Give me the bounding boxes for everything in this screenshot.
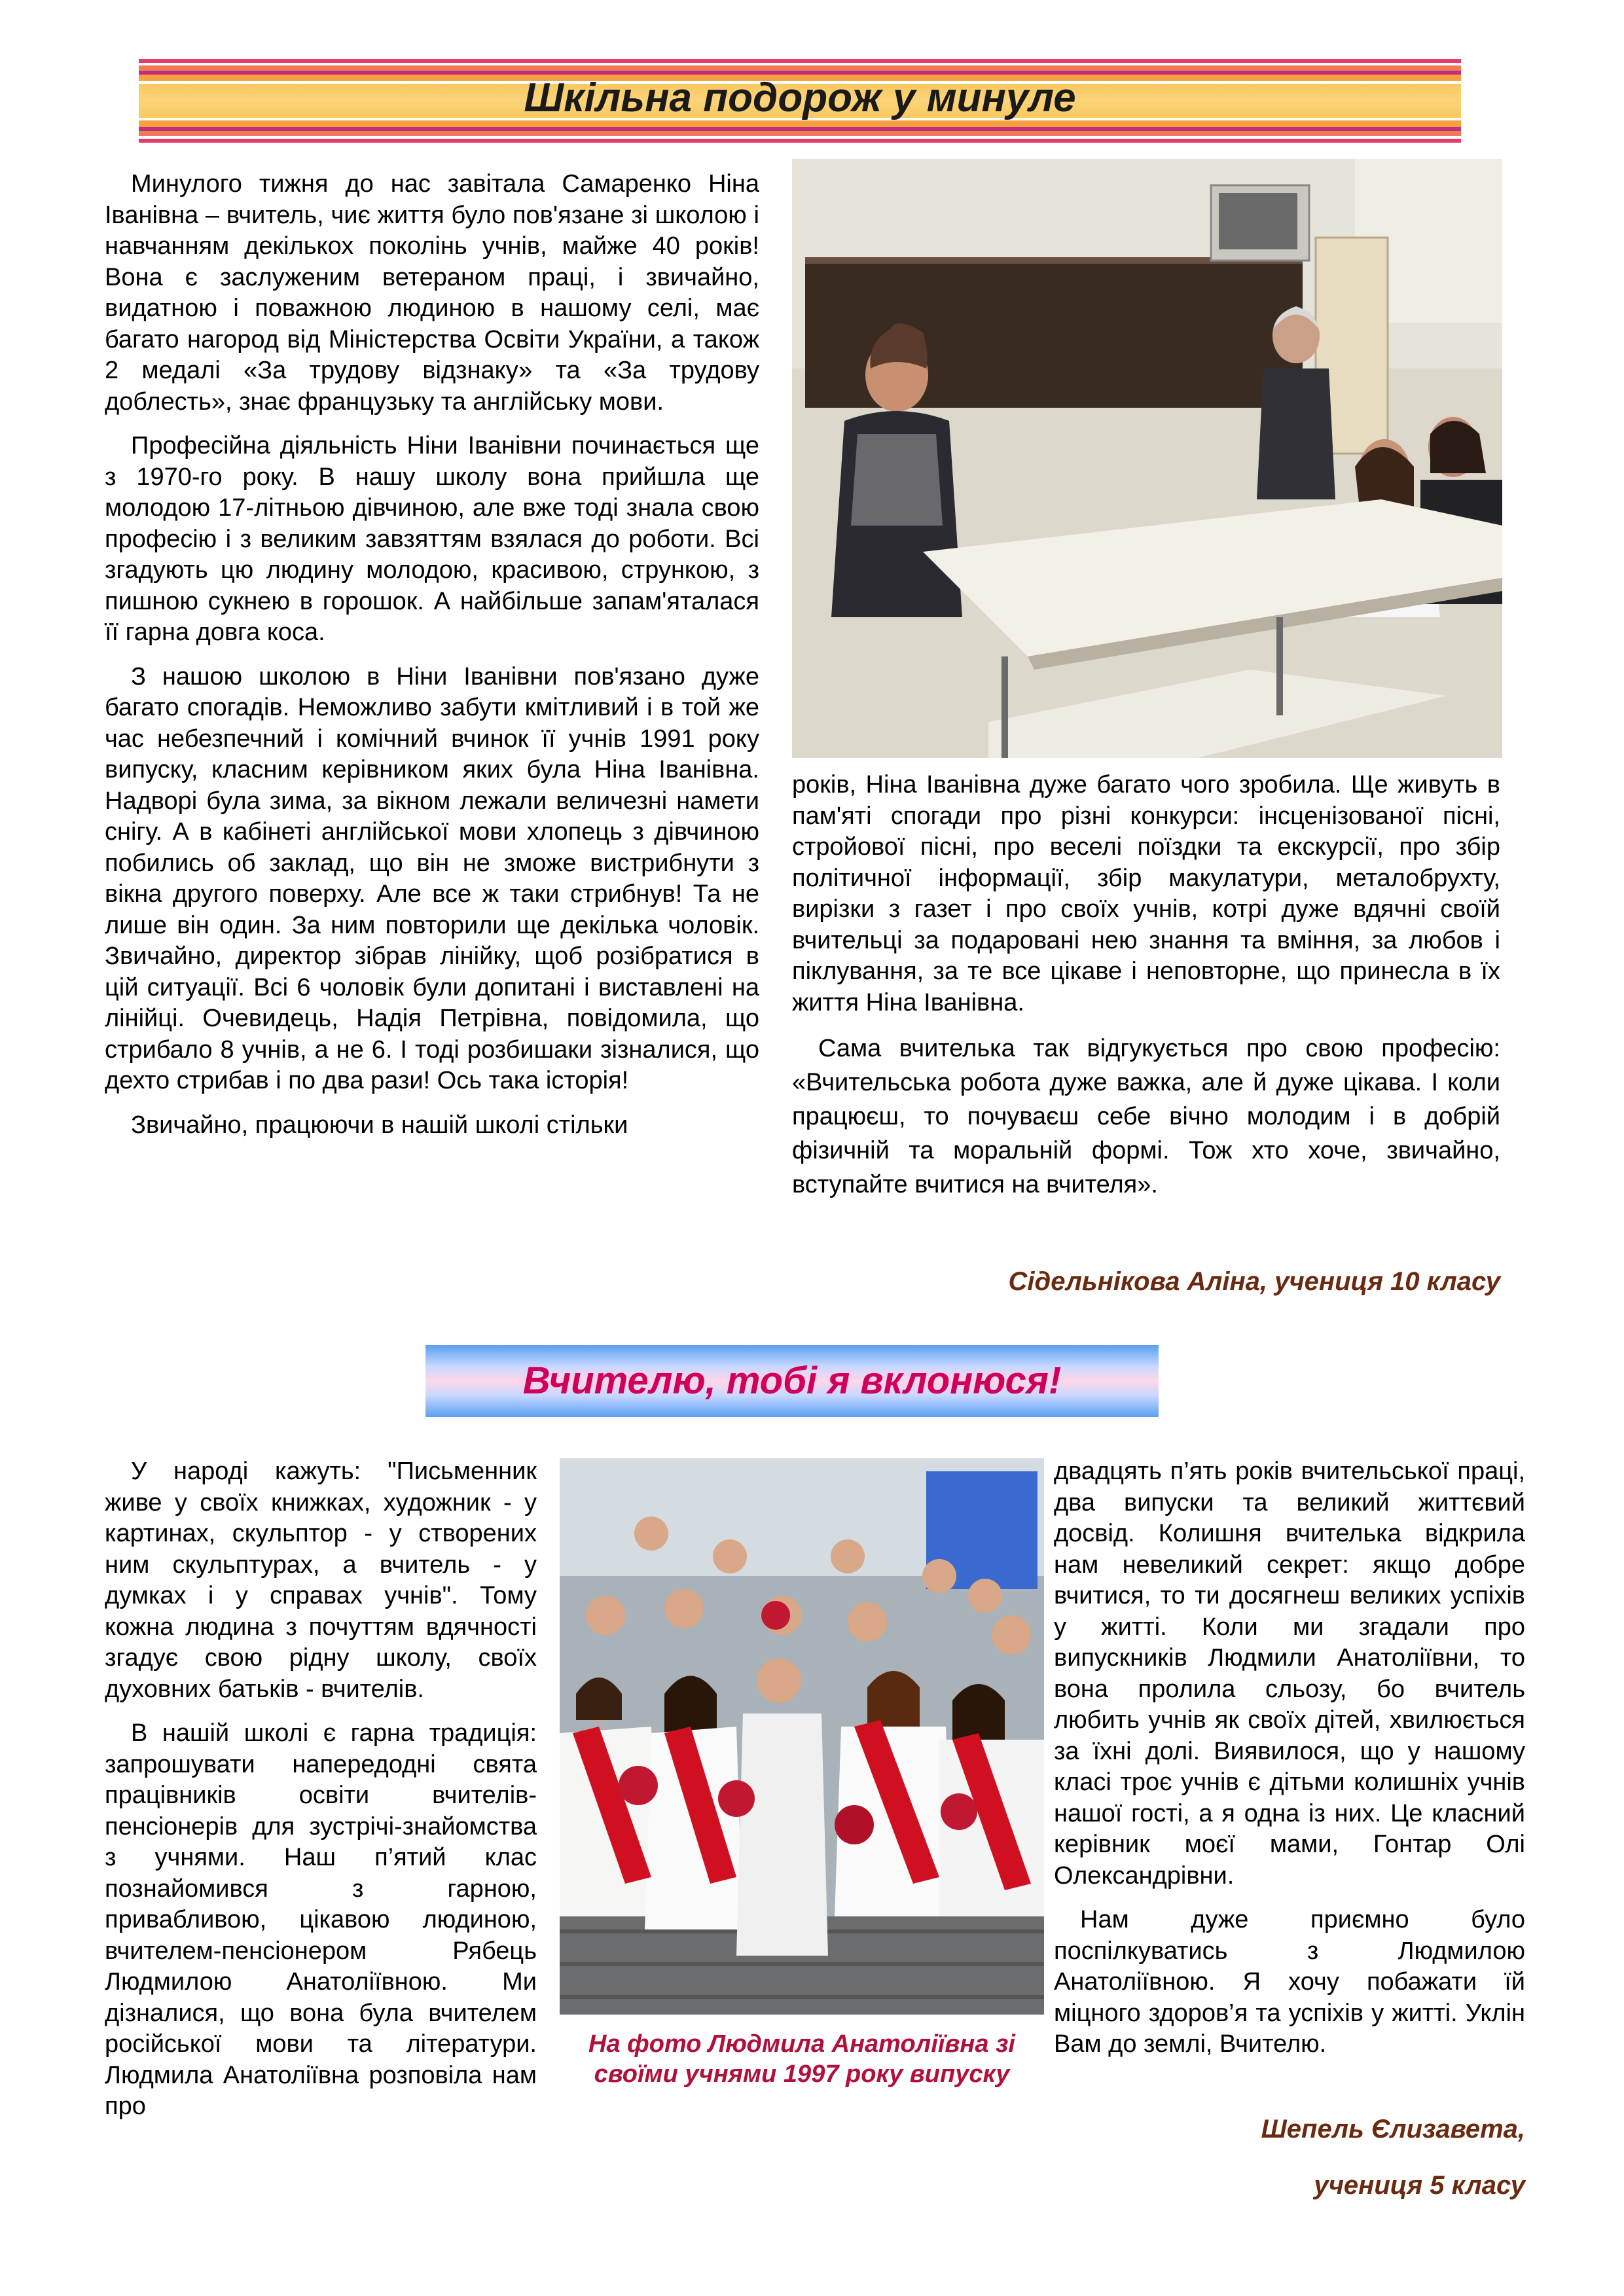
- article-1-left-column: [105, 169, 759, 1154]
- article-1-title: Шкільна подорож у минуле: [524, 75, 1076, 120]
- graduates-photo: [560, 1458, 1044, 2015]
- article-1-paragraph-6: Сама вчителька так відгукується про свою професію: «Вчительська робота дуже важка, але й дуже цікава. І коли працюєш, то почуваєш себе вічно молодим і в добрій фізичній та моральній формі. Тож хто хоче, звичайно, вступайте вчитися на вчителя».: [792, 1035, 1500, 1198]
- article-1-paragraph-3: З нашою школою в Ніни Іванівни пов'язано дуже багато спогадів. Неможливо забути кмітливий і в той же час небезпечний і комічний вчинок її учнів 1991 року випуску, класним керівником яких була Ніна Іванівна. Надворі була зима, за вікном лежали величезні намети снігу. А в кабінеті англійської мови хлопець з дівчиною побились об заклад, що він не зможе вистрибнути з вікна другого поверху. Але все ж таки стрибнув! Та не лише він один. За ним повторили ще декілька чоловік. Звичайно, директор зібрав лінійку, щоб розібратися в цій ситуації. Всі 6 чоловік були допитані і виставлені на лінійці. Очевидець, Надія Петрівна, повідомила, що стрибало 8 учнів, а не 6. І тоді розбишаки зізналися, що дехто стрибав і по два рази! Ось така історія!: [105, 662, 759, 1094]
- article-2-signature-class: учениця 5 класу: [1314, 2171, 1525, 2200]
- article-1-paragraph-4: Звичайно, працюючи в нашій школі стільки: [131, 1111, 628, 1139]
- article-1-right-column: [792, 770, 1500, 1215]
- article-1-signature: Сідельнікова Аліна, учениця 10 класу: [1008, 1267, 1500, 1296]
- article-1-paragraph-2: Професійна діяльність Ніни Іванівни починається ще з 1970-го року. В нашу школу вона прийшла ще молодою 17-літньою дівчиною, але вже тоді знала свою професію і з великим завзяттям взялася до роботи. Всі згадують цю людину молодою, красивою, стрункою, з пишною сукнею в горошок. А найбільше запам'яталася її гарна довга коса.: [105, 432, 759, 646]
- article-2-paragraph-2: В нашій школі є гарна традиція: запрошувати напередодні свята працівників освіти вчителів-пенсіонерів для зустрічі-знайомства з учнями. Наш п’ятий клас познайомився з гарною, привабливою, цікавою людиною, вчителем-пенсіонером Рябець Людмилою Анатоліївною. Ми дізналися, що вона була вчителем російської мови та літератури. Людмила Анатоліївна розповіла нам про: [105, 1719, 537, 2120]
- article-2-title: Вчителю, тобі я вклонюся!: [522, 1359, 1062, 1402]
- article-2-right-column: [1054, 1456, 1525, 2073]
- article-2-paragraph-1: У народі кажуть: "Письменник живе у своїх книжках, художник - у картинах, скульптор - у створених ним скульптурах, а вчитель - у думках і у справах учнів". Тому кожна людина з почуттям вдячності згадує свою рідну школу, своїх духовних батьків - вчителів.: [105, 1458, 537, 1703]
- article-2-signature-name: Шепель Єлизавета,: [1261, 2115, 1525, 2144]
- article-2-left-column: [105, 1456, 537, 2136]
- classroom-photo: [792, 159, 1502, 758]
- article-1-paragraph-5: років, Ніна Іванівна дуже багато чого зробила. Ще живуть в пам'яті спогади про різні конкурси: інсценізованої пісні, стройової пісні, про веселі поїздки та екскурсії, про збір політичної інформації, збір макулатури, металобрухту, вирізки з газет і про своїх учнів, котрі дуже вдячні своїй вчительці за подаровані нею знання та вміння, за любов і піклування, за те все цікаве і неповторне, що принесла в їх життя Ніна Іванівна.: [792, 771, 1500, 1016]
- article-2-signature: [1054, 2101, 1525, 2214]
- article-2-paragraph-3: двадцять п’ять років вчительської праці, два випуски та великий життєвий досвід. Колишня вчителька відкрила нам невеликий секрет: якщо добре вчитися, то ти досягнеш великих успіхів у житті. Коли ми згадали про випускників Людмили Анатоліївни, то вона пролила сльозу, бо вчитель любить учнів як своїх дітей, хвилюється за їхні долі. Виявилося, що у нашому класі троє учнів є дітьми колишніх учнів нашої гості, а я одна із них. Це класний керівник моєї мами, Гонтар Олі Олександрівни.: [1054, 1458, 1525, 1890]
- photo-caption: На фото Людмила Анатоліївна зі своїми учнями 1997 року випуску: [588, 2030, 1015, 2088]
- article-2-paragraph-4: Нам дуже приємно було поспілкуватись з Людмилою Анатоліївною. Я хочу побажати їй міцного здоров’я та успіхів у житті. Уклін Вам до землі, Вчителю.: [1054, 1906, 1525, 2058]
- article-1-paragraph-1: Минулого тижня до нас завітала Самаренко Ніна Іванівна – вчитель, чиє життя було пов'язане зі школою і навчанням декількох поколінь учнів, майже 40 років! Вона є заслуженим ветераном праці, і звичайно, видатною і поважною людиною в нашому селі, має багато нагород від Міністерства Освіти України, а також 2 медалі «За трудову відзнаку» та «За трудову доблесть», знає французьку та англійську мови.: [105, 170, 759, 416]
